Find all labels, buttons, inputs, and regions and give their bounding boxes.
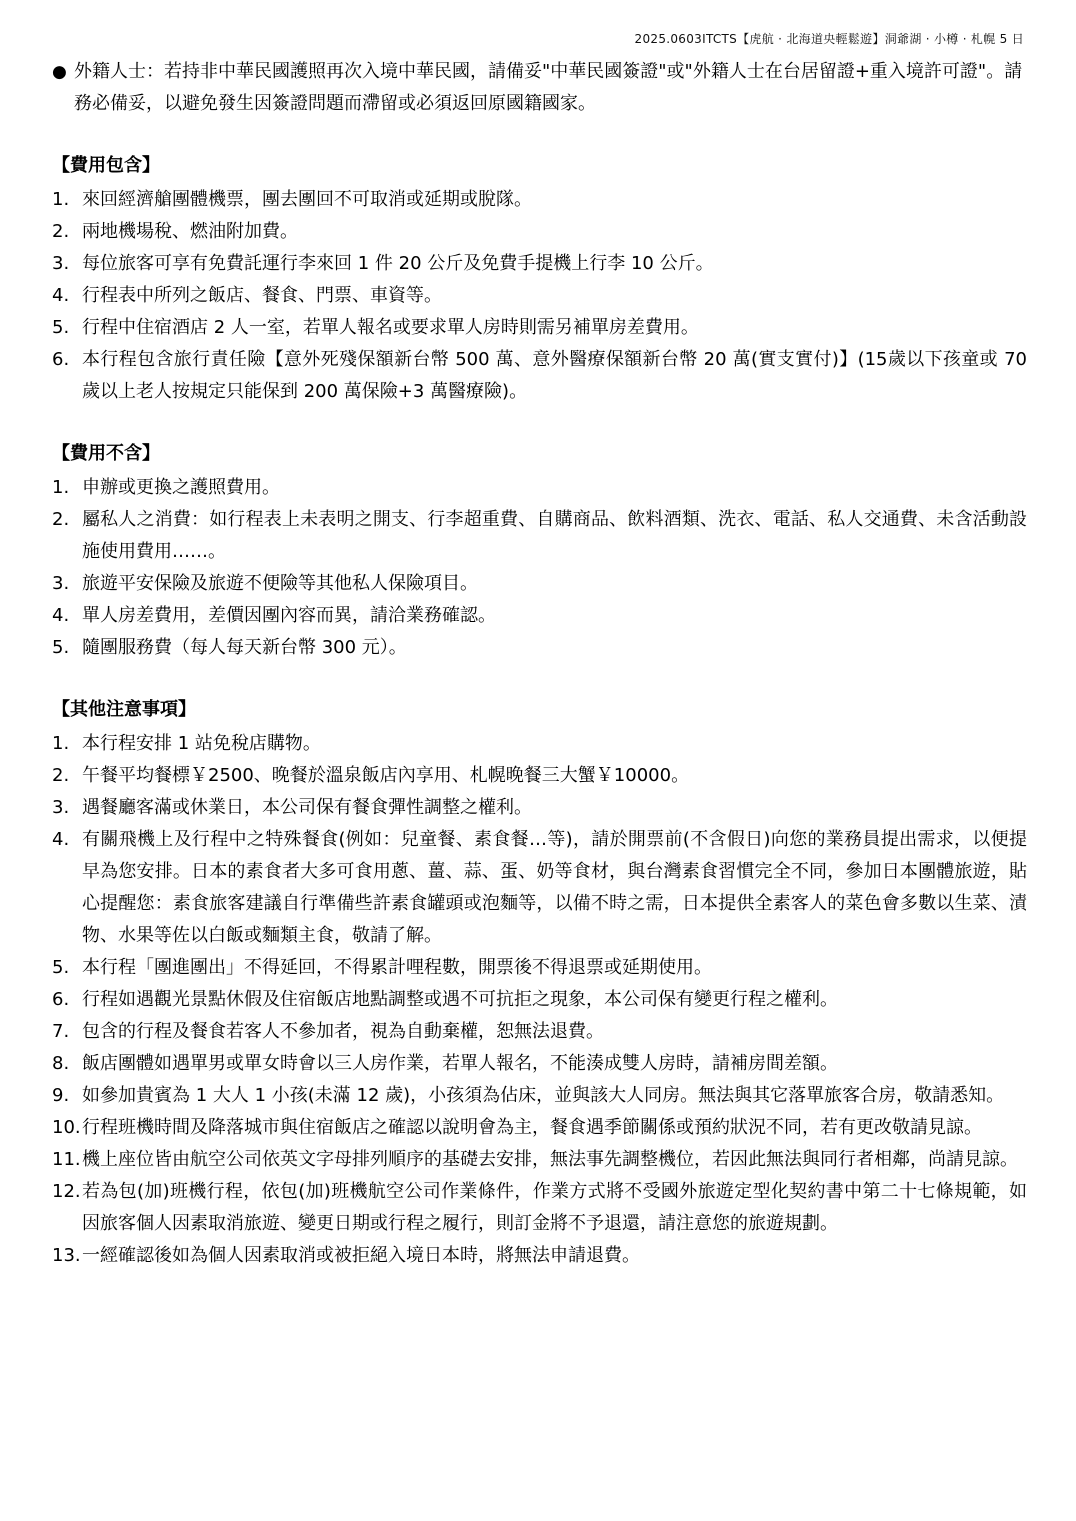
list-item <box>52 1112 1027 1144</box>
list-item <box>52 568 1027 600</box>
item-number: 9. <box>52 1085 70 1106</box>
item-text: 行程表中所列之飯店、餐食、門票、車資等。 <box>82 285 442 306</box>
list-item <box>52 1016 1027 1048</box>
item-number: 8. <box>52 1053 70 1074</box>
list-item <box>52 1176 1027 1240</box>
item-text: 本行程包含旅行責任險【意外死殘保額新台幣 500 萬、意外醫療保額新台幣 20 萬(實支實付)】(15歲以下孩童或 70 歲以上老人按規定只能保到 200 萬保險+3 萬醫療險)。 <box>82 349 1027 402</box>
item-number: 3. <box>52 573 70 594</box>
item-text: 行程班機時間及降落城市與住宿飯店之確認以說明會為主，餐食遇季節關係或預約狀況不同，若有更改敬請見諒。 <box>82 1117 982 1138</box>
list-item <box>52 1048 1027 1080</box>
item-text: 每位旅客可享有免費託運行李來回 1 件 20 公斤及免費手提機上行李 10 公斤。 <box>82 253 714 274</box>
list-item <box>52 280 1027 312</box>
list-item <box>52 600 1027 632</box>
list-item <box>52 472 1027 504</box>
list-item <box>52 1240 1027 1272</box>
list-item <box>52 728 1027 760</box>
item-number: 12. <box>52 1181 81 1202</box>
foreigner-notice <box>52 56 1027 120</box>
list-item <box>52 312 1027 344</box>
item-text: 機上座位皆由航空公司依英文字母排列順序的基礎去安排，無法事先調整機位，若因此無法與同行者相鄰，尚請見諒。 <box>82 1149 1018 1170</box>
item-number: 1. <box>52 477 70 498</box>
list-item <box>52 1080 1027 1112</box>
item-text: 行程如遇觀光景點休假及住宿飯店地點調整或遇不可抗拒之現象，本公司保有變更行程之權利。 <box>82 989 838 1010</box>
item-text: 遇餐廳客滿或休業日，本公司保有餐食彈性調整之權利。 <box>82 797 532 818</box>
item-text: 本行程「團進團出」不得延回，不得累計哩程數，開票後不得退票或延期使用。 <box>82 957 712 978</box>
item-list <box>52 184 1027 408</box>
list-item <box>52 184 1027 216</box>
item-text: 本行程安排 1 站免稅店購物。 <box>82 733 321 754</box>
section-1 <box>52 438 1027 664</box>
document-header: 2025.0603ITCTS【虎航 · 北海道央輕鬆遊】洞爺湖 · 小樽 · 札幌 5 日 <box>634 32 1024 46</box>
list-item <box>52 984 1027 1016</box>
list-item <box>52 792 1027 824</box>
item-text: 一經確認後如為個人因素取消或被拒絕入境日本時，將無法申請退費。 <box>82 1245 640 1266</box>
item-number: 3. <box>52 797 70 818</box>
item-text: 屬私人之消費：如行程表上未表明之開支、行李超重費、自購商品、飲料酒類、洗衣、電話、私人交通費、未含活動設施使用費用……。 <box>82 509 1027 562</box>
item-number: 13. <box>52 1245 81 1266</box>
list-item <box>52 216 1027 248</box>
section-title: 【其他注意事項】 <box>52 699 196 720</box>
item-number: 6. <box>52 989 70 1010</box>
item-text: 若為包(加)班機行程，依包(加)班機航空公司作業條件，作業方式將不受國外旅遊定型化契約書中第二十七條規範，如因旅客個人因素取消旅遊、變更日期或行程之履行，則訂金將不予退還，請注意您的旅遊規劃。 <box>82 1181 1027 1234</box>
item-text: 兩地機場稅、燃油附加費。 <box>82 221 298 242</box>
item-number: 3. <box>52 253 70 274</box>
item-number: 1. <box>52 189 70 210</box>
item-text: 來回經濟艙團體機票，團去團回不可取消或延期或脫隊。 <box>82 189 532 210</box>
item-number: 4. <box>52 605 70 626</box>
item-text: 單人房差費用，差價因團內容而異，請洽業務確認。 <box>82 605 496 626</box>
item-number: 2. <box>52 765 70 786</box>
item-text: 行程中住宿酒店 2 人一室，若單人報名或要求單人房時則需另補單房差費用。 <box>82 317 699 338</box>
section-title: 【費用包含】 <box>52 155 160 176</box>
list-item <box>52 824 1027 952</box>
item-number: 2. <box>52 221 70 242</box>
item-number: 7. <box>52 1021 70 1042</box>
list-item <box>52 952 1027 984</box>
item-text: 包含的行程及餐食若客人不參加者，視為自動棄權，恕無法退費。 <box>82 1021 604 1042</box>
item-text: 申辦或更換之護照費用。 <box>82 477 280 498</box>
bullet-icon: ● <box>52 62 67 82</box>
item-number: 5. <box>52 957 70 978</box>
list-item <box>52 344 1027 408</box>
item-number: 1. <box>52 733 70 754</box>
section-0 <box>52 150 1027 408</box>
item-list <box>52 472 1027 664</box>
item-number: 4. <box>52 829 70 850</box>
item-text: 飯店團體如遇單男或單女時會以三人房作業，若單人報名，不能湊成雙人房時，請補房間差額。 <box>82 1053 838 1074</box>
item-number: 11. <box>52 1149 81 1170</box>
list-item <box>52 760 1027 792</box>
document-body <box>52 56 1027 1302</box>
item-number: 5. <box>52 637 70 658</box>
item-number: 4. <box>52 285 70 306</box>
item-text: 有關飛機上及行程中之特殊餐食(例如：兒童餐、素食餐…等)，請於開票前(不含假日)向您的業務員提出需求，以便提早為您安排。日本的素食者大多可食用蔥、薑、蒜、蛋、奶等食材，與台灣素食習慣完全不同，參加日本團體旅遊，貼心提醒您：素食旅客建議自行準備些許素食罐頭或泡麵等，以備不時之需，日本提供全素客人的菜色會多數以生菜、漬物、水果等佐以白飯或麵類主食，敬請了解。 <box>82 829 1027 946</box>
list-item <box>52 248 1027 280</box>
item-text: 午餐平均餐標￥2500、晚餐於溫泉飯店內享用、札幌晚餐三大蟹￥10000。 <box>82 765 690 786</box>
item-text: 如參加貴賓為 1 大人 1 小孩(未滿 12 歲)，小孩須為佔床，並與該大人同房。無法與其它落單旅客合房，敬請悉知。 <box>82 1085 1005 1106</box>
item-text: 隨團服務費（每人每天新台幣 300 元）。 <box>82 637 407 658</box>
list-item <box>52 632 1027 664</box>
item-number: 10. <box>52 1117 81 1138</box>
item-number: 2. <box>52 509 70 530</box>
section-title: 【費用不含】 <box>52 443 160 464</box>
item-list <box>52 728 1027 1272</box>
section-2 <box>52 694 1027 1272</box>
list-item <box>52 1144 1027 1176</box>
item-number: 6. <box>52 349 70 370</box>
item-number: 5. <box>52 317 70 338</box>
notice-text: 外籍人士：若持非中華民國護照再次入境中華民國，請備妥"中華民國簽證"或"外籍人士在台居留證+重入境許可證"。請務必備妥，以避免發生因簽證問題而滯留或必須返回原國籍國家。 <box>74 61 1023 114</box>
sections-container <box>52 150 1027 1272</box>
list-item <box>52 504 1027 568</box>
item-text: 旅遊平安保險及旅遊不便險等其他私人保險項目。 <box>82 573 478 594</box>
